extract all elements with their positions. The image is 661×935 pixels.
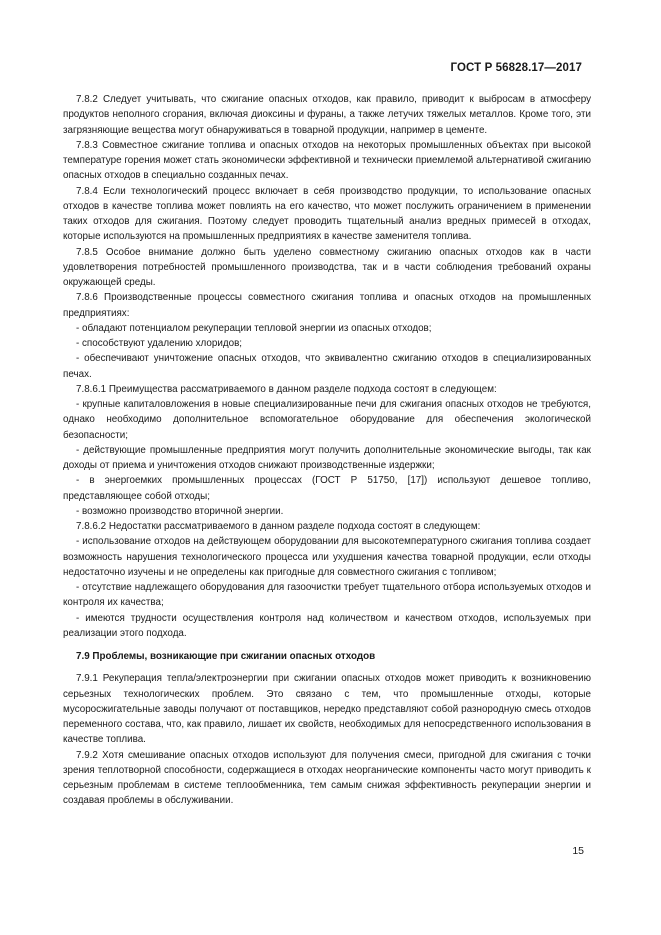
paragraph: 7.9.2 Хотя смешивание опасных отходов используют для получения смеси, пригодной для сжигания с точки зрения теплотворной способности, содержащиеся в отходах неорганические компоненты часто могут приводить к серьезным проблемам в системе теплообменника, тем самым снижая эффективность рекуперации энергии и создавая проблемы в обслуживании.: [63, 749, 591, 807]
list-item: - обладают потенциалом рекуперации тепловой энергии из опасных отходов;: [76, 322, 432, 334]
list-item: - использование отходов на действующем оборудовании для высокотемпературного сжигания топлива создает возможность нарушения технологического процесса или ухудшения качества товарной продукции, если отходы недостаточно изучены и не определены как пригодные для совместного сжигания с топливом;: [63, 536, 591, 578]
list-item: - возможно производство вторичной энергии.: [76, 505, 284, 517]
paragraph: 7.9.1 Рекуперация тепла/электроэнергии при сжигании опасных отходов может приводить к возникновению серьезных технологических проблем. Это связано с тем, что промышленные отходы, которые мусоросжигательные заводы получают от поставщиков, нередко представляют собой разнородную смесь отходов переменного состава, что, как правило, лишает их свойств, необходимых для непосредственного использования в качестве топлива.: [63, 673, 591, 746]
page-number: 15: [572, 845, 584, 857]
list-item: - действующие промышленные предприятия могут получить дополнительные экономические выгоды, так как доходы от приема и уничтожения отходов снижают производственные издержки;: [63, 444, 591, 471]
paragraph: 7.8.4 Если технологический процесс включает в себя производство продукции, то использование опасных отходов в качестве топлива может повлиять на его качество, что может послужить ограничением в применении таких отходов для сжигания. Поэтому следует проводить тщательный анализ вредных примесей в отходах, которые используются на промышленных предприятиях в качестве заменителя топлива.: [63, 185, 591, 243]
list-item: - в энергоемких промышленных процессах (ГОСТ Р 51750, [17]) используют дешевое топливо, представляющее собой отходы;: [63, 475, 591, 502]
paragraph: 7.8.6.2 Недостатки рассматриваемого в данном разделе подхода состоят в следующем:: [76, 521, 481, 532]
paragraph: 7.8.2 Следует учитывать, что сжигание опасных отходов, как правило, приводит к выбросам в атмосферу продуктов неполного сгорания, включая диоксины и фураны, а также летучих тяжелых металлов. Кроме того, эти загрязняющие вещества могут обнаруживаться в товарной продукции, например в цементе.: [63, 94, 591, 136]
list-item: - крупные капиталовложения в новые специализированные печи для сжигания опасных отходов не требуются, однако необходимо дополнительное вспомогательное оборудование для обеспечения экологической безопасности;: [63, 399, 591, 441]
paragraph: 7.8.6.1 Преимущества рассматриваемого в данном разделе подхода состоят в следующем:: [76, 383, 497, 395]
paragraph: 7.8.6 Производственные процессы совместного сжигания топлива и опасных отходов на промышленных предприятиях:: [63, 292, 591, 319]
page-content: [63, 92, 591, 809]
paragraph: 7.8.3 Совместное сжигание топлива и опасных отходов на некоторых промышленных объектах при высокой температуре горения может стать экономически эффективной и технически приемлемой альтернативой сжиганию опасных отходов в специально созданных печах.: [63, 139, 591, 182]
document-code: ГОСТ Р 56828.17—2017: [450, 62, 582, 74]
list-item: - имеются трудности осуществления контроля над количеством и качеством отходов, используемых при реализации этого подхода.: [63, 612, 591, 639]
list-item: - отсутствие надлежащего оборудования для газоочистки требует тщательного отбора используемых отходов и контроля их качества;: [63, 582, 591, 609]
paragraph: 7.8.5 Особое внимание должно быть уделено совместному сжиганию опасных отходов как в части удовлетворения потребностей промышленного производства, так и в части соблюдения требований охраны окружающей среды.: [63, 246, 591, 288]
list-item: - способствуют удалению хлоридов;: [76, 338, 243, 349]
section-heading: 7.9 Проблемы, возникающие при сжигании опасных отходов: [76, 651, 376, 662]
list-item: - обеспечивают уничтожение опасных отходов, что эквивалентно сжиганию отходов в специализированных печах.: [63, 353, 591, 380]
